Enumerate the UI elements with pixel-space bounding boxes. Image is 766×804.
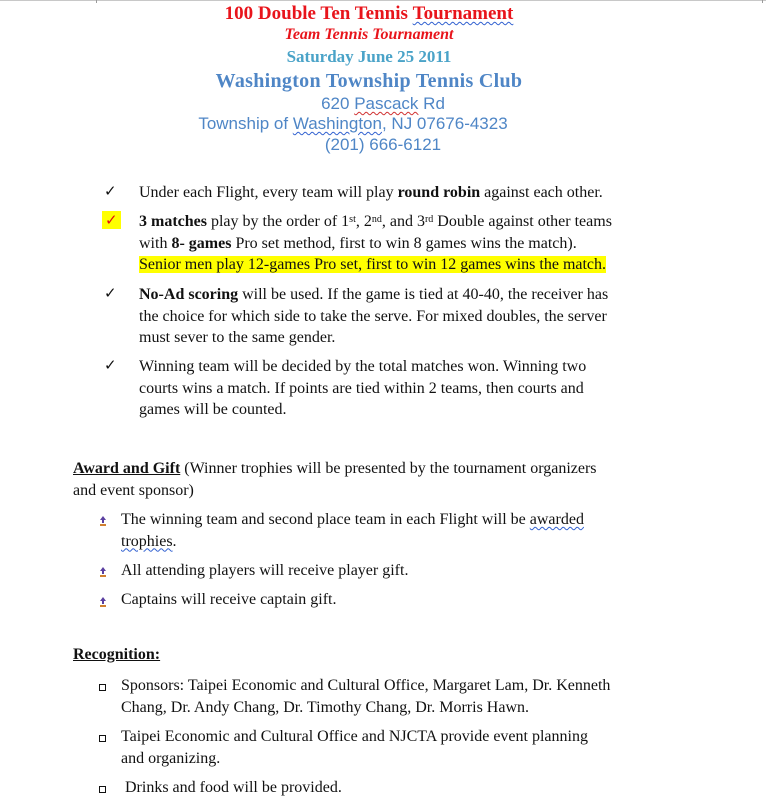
arrow-bullet-icon [99, 516, 107, 526]
arrow-bullet-icon [99, 567, 107, 577]
club-phone: (201) 666-6121 [324, 135, 442, 154]
rule-item-1: Under each Flight, every team will play round robin against each other. [139, 184, 603, 201]
award-section: Award and Gift (Winner trophies will be presented by the tournament organizers and event sponsor) [73, 460, 597, 499]
award-item-1: The winning team and second place team in each Flight will be awarded trophies. [121, 511, 584, 550]
check-mark-icon: ✓ [102, 211, 121, 229]
check-mark-icon: ✓ [104, 284, 117, 302]
recognition-title: Recognition: [73, 646, 161, 663]
highlighted-senior-rule: Senior men play 12-games Pro set, first to win 12 games wins the match. [139, 256, 607, 273]
event-date: Saturday June 25 2011 [286, 47, 452, 66]
address-town: Township of [198, 114, 293, 133]
award-title: Award and Gift [73, 460, 181, 477]
award-item-2: All attending players will receive player gift. [121, 562, 409, 579]
address-number: 620 [321, 94, 355, 113]
arrow-bullet-icon [99, 597, 107, 607]
document-subtitle: Team Tennis Tournament [284, 26, 454, 43]
rule-item-2: 3 matches play by the order of 1st, 2nd, and 3rd Double against other teams with 8- games Pro set method, first to win 8 games wins the match). Senior men play 12-games Pro set, first to win 12 games wins the match. [139, 213, 612, 273]
address-town-name: Washington [292, 114, 382, 133]
club-name: Washington Township Tennis Club [215, 70, 523, 92]
recognition-item-3: Drinks and food will be provided. [121, 779, 342, 796]
ruler-tick [762, 0, 763, 3]
square-bullet-icon [99, 735, 106, 742]
document-title [0, 3, 752, 25]
title-text: 100 Double Ten Tennis [224, 3, 408, 24]
title-last-word: Tournament [412, 3, 514, 24]
club-address-line2 [0, 114, 736, 134]
rule-item-3: No-Ad scoring will be used. If the game is tied at 40-40, the receiver has the choice for which side to take the serve. For mixed doubles, the server must sever to the same gender. [139, 286, 609, 346]
rule-item-4: Winning team will be decided by the total matches won. Winning two courts wins a match. If points are tied within 2 teams, then courts and games will be counted. [139, 358, 587, 418]
award-item-3: Captains will receive captain gift. [121, 591, 337, 608]
address-street: Pascack [354, 94, 419, 113]
check-mark-icon: ✓ [104, 356, 117, 374]
check-mark-icon: ✓ [104, 182, 117, 200]
recognition-item-1: Sponsors: Taipei Economic and Cultural Office, Margaret Lam, Dr. Kenneth Chang, Dr. Andy Chang, Dr. Timothy Chang, Dr. Morris Hawn. [121, 677, 611, 716]
club-address-line1 [0, 94, 766, 114]
address-suffix: Rd [418, 94, 445, 113]
address-state-zip: , NJ 07676-4323 [381, 114, 508, 133]
recognition-item-2: Taipei Economic and Cultural Office and NJCTA provide event planning and organizing. [121, 728, 588, 767]
page-top-border [0, 0, 766, 1]
square-bullet-icon [99, 684, 106, 691]
square-bullet-icon [99, 786, 106, 793]
